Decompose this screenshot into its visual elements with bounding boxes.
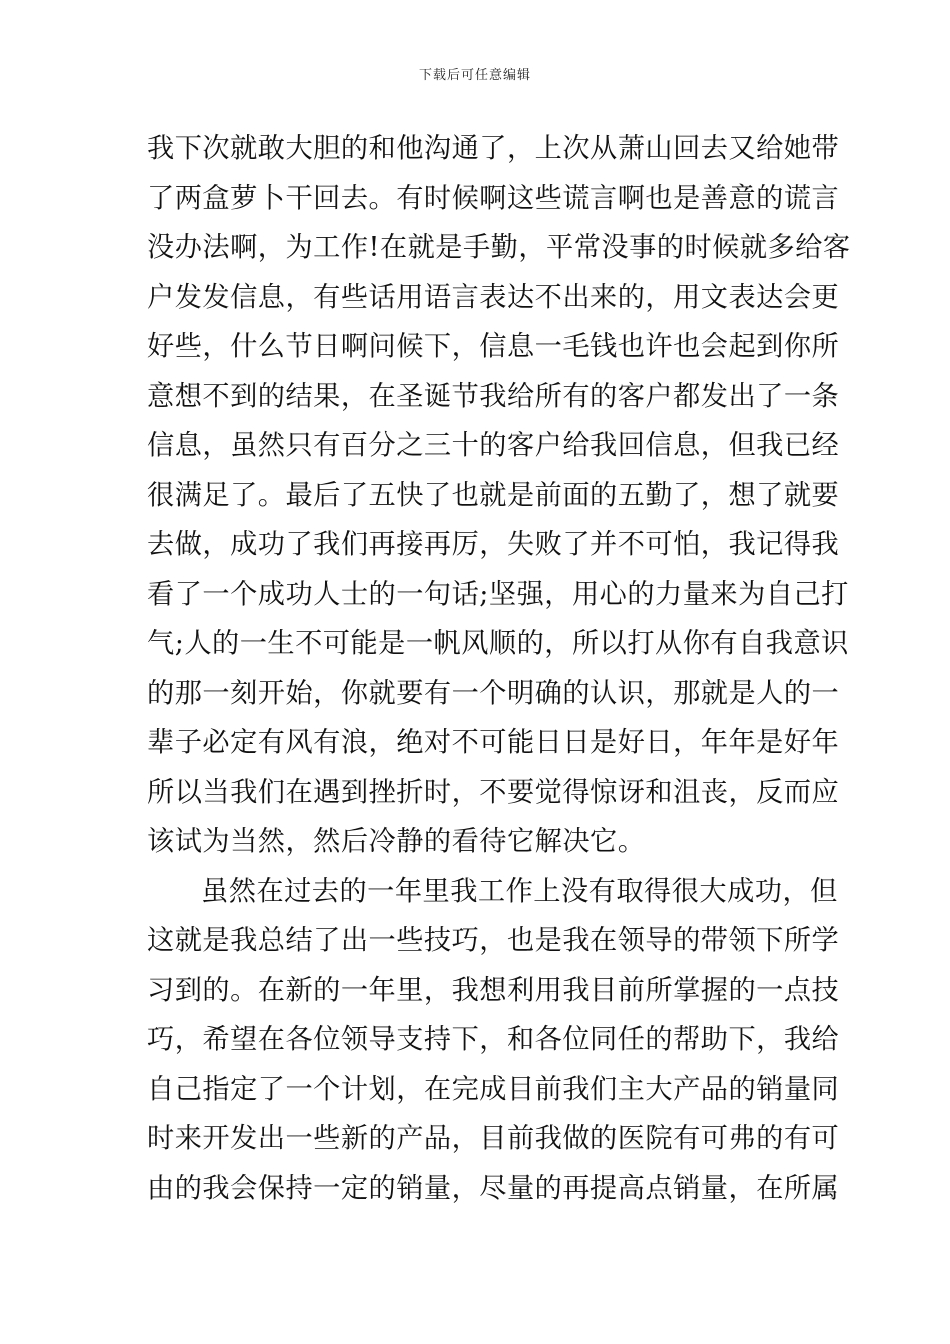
text-line: 户发发信息，有些话用语言表达不出来的，用文表达会更 [147, 281, 840, 313]
text-line: 该试为当然，然后冷静的看待它解决它。 [147, 826, 646, 857]
paragraph [147, 124, 851, 867]
text-line: 信息，虽然只有百分之三十的客户给我回信息，但我已经 [147, 430, 840, 461]
text-line: 我下次就敢大胆的和他沟通了，上次从萧山回去又给她带 [147, 133, 840, 164]
text-line: 虽然在过去的一年里我工作上没有取得很大成功，但 [201, 875, 838, 907]
text-line: 去做，成功了我们再接再厉，失败了并不可怕，我记得我 [147, 529, 840, 560]
text-line: 好些，什么节日啊问候下，信息一毛钱也许也会起到你所 [147, 331, 840, 362]
text-line: 辈子必定有风有浪，绝对不可能日日是好日，年年是好年 [147, 727, 840, 758]
text-line: 由的我会保持一定的销量，尽量的再提高点销量，在所属 [147, 1172, 840, 1204]
text-line: 了两盒萝卜干回去。有时候啊这些谎言啊也是善意的谎言 [147, 182, 840, 214]
text-line: 没办法啊，为工作!在就是手勤，平常没事的时候就多给客 [147, 232, 851, 263]
text-line: 很满足了。最后了五快了也就是前面的五勤了，想了就要 [147, 479, 840, 511]
text-line: 时来开发出一些新的产品，目前我做的医院有可弗的有可 [147, 1123, 840, 1154]
paragraph [147, 867, 840, 1214]
text-line: 看了一个成功人士的一句话;坚强，用心的力量来为自己打 [147, 578, 849, 610]
text-line: 习到的。在新的一年里，我想利用我目前所掌握的一点技 [147, 974, 840, 1006]
text-line: 意想不到的结果，在圣诞节我给所有的客户都发出了一条 [147, 380, 840, 412]
text-line: 的那一刻开始，你就要有一个明确的认识，那就是人的一 [147, 677, 840, 709]
text-line: 气;人的一生不可能是一帆风顺的，所以打从你有自我意识 [147, 628, 849, 659]
text-line: 巧，希望在各位领导支持下，和各位同任的帮助下，我给 [147, 1024, 840, 1055]
text-line: 这就是我总结了出一些技巧，也是我在领导的带领下所学 [147, 925, 840, 956]
page-header: 下载后可任意编辑 [418, 68, 531, 83]
document-body [147, 124, 851, 1213]
text-line: 自己指定了一个计划，在完成目前我们主大产品的销量同 [147, 1073, 840, 1105]
text-line: 所以当我们在遇到挫折时，不要觉得惊讶和沮丧，反而应 [147, 776, 840, 808]
